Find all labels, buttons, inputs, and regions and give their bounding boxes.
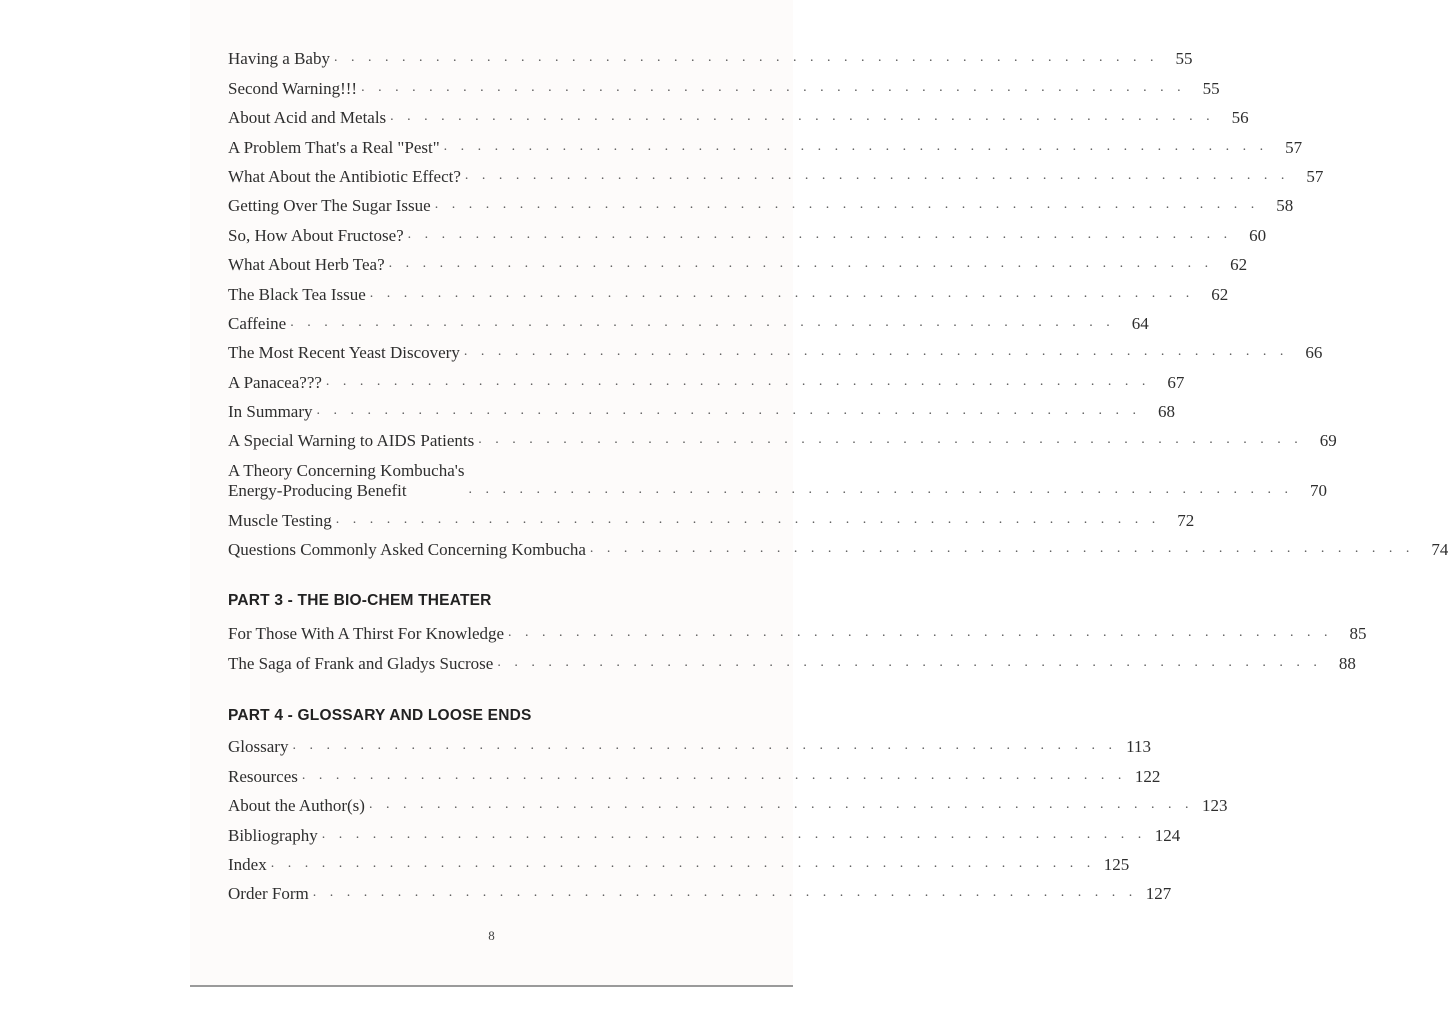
- toc-entry-page: 85: [1349, 624, 1367, 644]
- toc-entry-title: Order Form: [228, 884, 313, 904]
- toc-dot-leader: . . . . . . . . . . . . . . . . . . . . . . . . . . . . . . . . . . . . . . . . . . . . . . . . .: [443, 138, 1269, 154]
- toc-entry-page: 55: [1202, 78, 1220, 98]
- toc-entry: [228, 875, 1172, 904]
- toc-entry-page: 69: [1319, 431, 1337, 451]
- toc-entry-page: 64: [1131, 313, 1149, 333]
- toc-entry: [228, 187, 1294, 216]
- toc-entry-title: Having a Baby: [228, 49, 334, 69]
- toc-section-part2-continued: [228, 40, 1448, 560]
- book-page: [190, 0, 1448, 987]
- toc-entry-page: 58: [1276, 196, 1294, 216]
- toc-entry: [228, 846, 1130, 875]
- toc-entry-title: A Special Warning to AIDS Patients: [228, 431, 478, 451]
- toc-entry-title: Resources: [228, 767, 302, 787]
- toc-entry: [228, 451, 1327, 501]
- toc-entry: [228, 216, 1267, 245]
- toc-dot-leader: . . . . . . . . . . . . . . . . . . . . . . . . . . . . . . . . . . . . . . . . . . . . . . . . .: [388, 256, 1214, 272]
- toc-entry-title: About the Author(s): [228, 796, 369, 816]
- toc-entry-title: Index: [228, 855, 271, 875]
- toc-dot-leader: . . . . . . . . . . . . . . . . . . . . . . . . . . . . . . . . . . . . . . . . . . . . . . . . .: [290, 314, 1115, 330]
- toc-entry-title: Glossary: [228, 737, 292, 757]
- toc-entry-title: A Panacea???: [228, 373, 326, 393]
- toc-entry-title: A Problem That's a Real "Pest": [228, 138, 444, 158]
- toc-dot-leader: . . . . . . . . . . . . . . . . . . . . . . . . . . . . . . . . . . . . . . . . . . . . . . . . .: [478, 432, 1303, 448]
- toc-dot-leader: . . . . . . . . . . . . . . . . . . . . . . . . . . . . . . . . . . . . . . . . . . . . . . . . .: [589, 541, 1415, 557]
- toc-entry-page: 56: [1231, 108, 1249, 128]
- toc-entry: [228, 787, 1228, 816]
- toc-dot-leader: . . . . . . . . . . . . . . . . . . . . . . . . . . . . . . . . . . . . . . . . . . . . . . . . .: [292, 738, 1117, 754]
- toc-entry-page: 57: [1285, 137, 1303, 157]
- toc-dot-leader: . . . . . . . . . . . . . . . . . . . . . . . . . . . . . . . . . . . . . . . . . . . . . . . . .: [390, 109, 1215, 125]
- toc-entry-page: 72: [1177, 510, 1195, 530]
- toc-dot-leader: . . . . . . . . . . . . . . . . . . . . . . . . . . . . . . . . . . . . . . . . . . . . . . . . .: [325, 373, 1151, 389]
- toc-entry-title: Bibliography: [228, 826, 322, 846]
- toc-dot-leader: . . . . . . . . . . . . . . . . . . . . . . . . . . . . . . . . . . . . . . . . . . . . . . . . .: [270, 855, 1096, 871]
- toc-dot-leader: . . . . . . . . . . . . . . . . . . . . . . . . . . . . . . . . . . . . . . . . . . . . . . . . .: [468, 482, 1293, 498]
- toc-dot-leader: . . . . . . . . . . . . . . . . . . . . . . . . . . . . . . . . . . . . . . . . . . . . . . . . .: [333, 50, 1159, 66]
- toc-entry-title: The Saga of Frank and Gladys Sucrose: [228, 654, 497, 674]
- toc-dot-leader: . . . . . . . . . . . . . . . . . . . . . . . . . . . . . . . . . . . . . . . . . . . . . . . . .: [434, 197, 1260, 213]
- toc-entry: [228, 531, 1448, 560]
- toc-entry-page: 123: [1201, 796, 1228, 816]
- toc-dot-leader: . . . . . . . . . . . . . . . . . . . . . . . . . . . . . . . . . . . . . . . . . . . . . . . . .: [407, 226, 1233, 242]
- toc-entry: [228, 644, 1356, 673]
- toc-entry: [228, 501, 1195, 530]
- toc-entry-page: 57: [1306, 166, 1324, 186]
- toc-entry-page: 62: [1211, 284, 1229, 304]
- toc-entry-title: Caffeine: [228, 314, 290, 334]
- toc-entry: [228, 422, 1337, 451]
- toc-entry-title: About Acid and Metals: [228, 108, 390, 128]
- toc-entry-title: In Summary: [228, 402, 317, 422]
- toc-entry-page: 122: [1134, 766, 1161, 786]
- toc-dot-leader: . . . . . . . . . . . . . . . . . . . . . . . . . . . . . . . . . . . . . . . . . . . . . . . . .: [335, 511, 1161, 527]
- part3-heading: PART 3 - THE BIO-CHEM THEATER: [228, 592, 492, 609]
- toc-entry-title: Questions Commonly Asked Concerning Kombucha: [228, 540, 590, 560]
- toc-entry-title: The Most Recent Yeast Discovery: [228, 343, 464, 363]
- toc-entry-page: 67: [1167, 372, 1185, 392]
- toc-entry-page: 60: [1249, 225, 1267, 245]
- toc-entry-title: Getting Over The Sugar Issue: [228, 196, 435, 216]
- toc-entry: [228, 158, 1324, 187]
- toc-dot-leader: . . . . . . . . . . . . . . . . . . . . . . . . . . . . . . . . . . . . . . . . . . . . . . . . .: [368, 797, 1194, 813]
- toc-entry-page: 68: [1158, 402, 1176, 422]
- part4-heading: PART 4 - GLOSSARY AND LOOSE ENDS: [228, 707, 532, 724]
- toc-entry-page: 88: [1338, 653, 1356, 673]
- toc-dot-leader: . . . . . . . . . . . . . . . . . . . . . . . . . . . . . . . . . . . . . . . . . . . . . . . . .: [497, 654, 1322, 670]
- toc-entry-page: 125: [1103, 854, 1130, 874]
- toc-dot-leader: . . . . . . . . . . . . . . . . . . . . . . . . . . . . . . . . . . . . . . . . . . . . . . . . .: [316, 403, 1142, 419]
- toc-entry-page: 66: [1305, 343, 1323, 363]
- toc-entry-title: The Black Tea Issue: [228, 285, 370, 305]
- toc-entry: [228, 128, 1303, 157]
- toc-dot-leader: . . . . . . . . . . . . . . . . . . . . . . . . . . . . . . . . . . . . . . . . . . . . . . . . .: [301, 767, 1127, 783]
- toc-entry: [228, 275, 1229, 304]
- toc-entry-title: What About Herb Tea?: [228, 255, 389, 275]
- toc-entry: [228, 757, 1161, 786]
- toc-entry: [228, 728, 1151, 757]
- toc-entry: [228, 99, 1249, 128]
- toc-entry-title: A Theory Concerning Kombucha's Energy-Producing Benefit: [228, 461, 468, 501]
- toc-entry: [228, 816, 1181, 845]
- toc-entry-title: For Those With A Thirst For Knowledge: [228, 624, 508, 644]
- toc-entry-page: 113: [1126, 737, 1151, 757]
- toc-entry: [228, 40, 1193, 69]
- toc-dot-leader: . . . . . . . . . . . . . . . . . . . . . . . . . . . . . . . . . . . . . . . . . . . . . . . . .: [361, 79, 1186, 95]
- toc-entry: [228, 305, 1149, 334]
- toc-entry-page: 124: [1154, 825, 1181, 845]
- toc-entry-title: Muscle Testing: [228, 511, 336, 531]
- toc-dot-leader: . . . . . . . . . . . . . . . . . . . . . . . . . . . . . . . . . . . . . . . . . . . . . . . . .: [312, 885, 1138, 901]
- toc-entry: [228, 363, 1185, 392]
- toc-dot-leader: . . . . . . . . . . . . . . . . . . . . . . . . . . . . . . . . . . . . . . . . . . . . . . . . .: [464, 167, 1290, 183]
- toc-dot-leader: . . . . . . . . . . . . . . . . . . . . . . . . . . . . . . . . . . . . . . . . . . . . . . . . .: [321, 826, 1147, 842]
- toc-entry: [228, 334, 1323, 363]
- toc-entry: [228, 69, 1220, 98]
- toc-dot-leader: . . . . . . . . . . . . . . . . . . . . . . . . . . . . . . . . . . . . . . . . . . . . . . . . .: [369, 285, 1195, 301]
- toc-entry-title: So, How About Fructose?: [228, 226, 408, 246]
- toc-entry-title: What About the Antibiotic Effect?: [228, 167, 465, 187]
- toc-section-part4: [228, 728, 1228, 904]
- toc-entry: [228, 393, 1176, 422]
- page-number: 8: [488, 928, 495, 943]
- toc-entry-title: Second Warning!!!: [228, 79, 361, 99]
- toc-entry: [228, 246, 1248, 275]
- toc-entry-page: 55: [1175, 49, 1193, 69]
- toc-section-part3: [228, 615, 1367, 674]
- toc-entry-page: 70: [1309, 481, 1327, 501]
- toc-entry-page: 74: [1431, 540, 1448, 560]
- toc-entry-page: 62: [1230, 255, 1248, 275]
- toc-dot-leader: . . . . . . . . . . . . . . . . . . . . . . . . . . . . . . . . . . . . . . . . . . . . . . . . .: [508, 625, 1333, 641]
- toc-entry-page: 127: [1145, 884, 1172, 904]
- toc-dot-leader: . . . . . . . . . . . . . . . . . . . . . . . . . . . . . . . . . . . . . . . . . . . . . . . . .: [463, 344, 1289, 360]
- toc-entry: [228, 615, 1367, 644]
